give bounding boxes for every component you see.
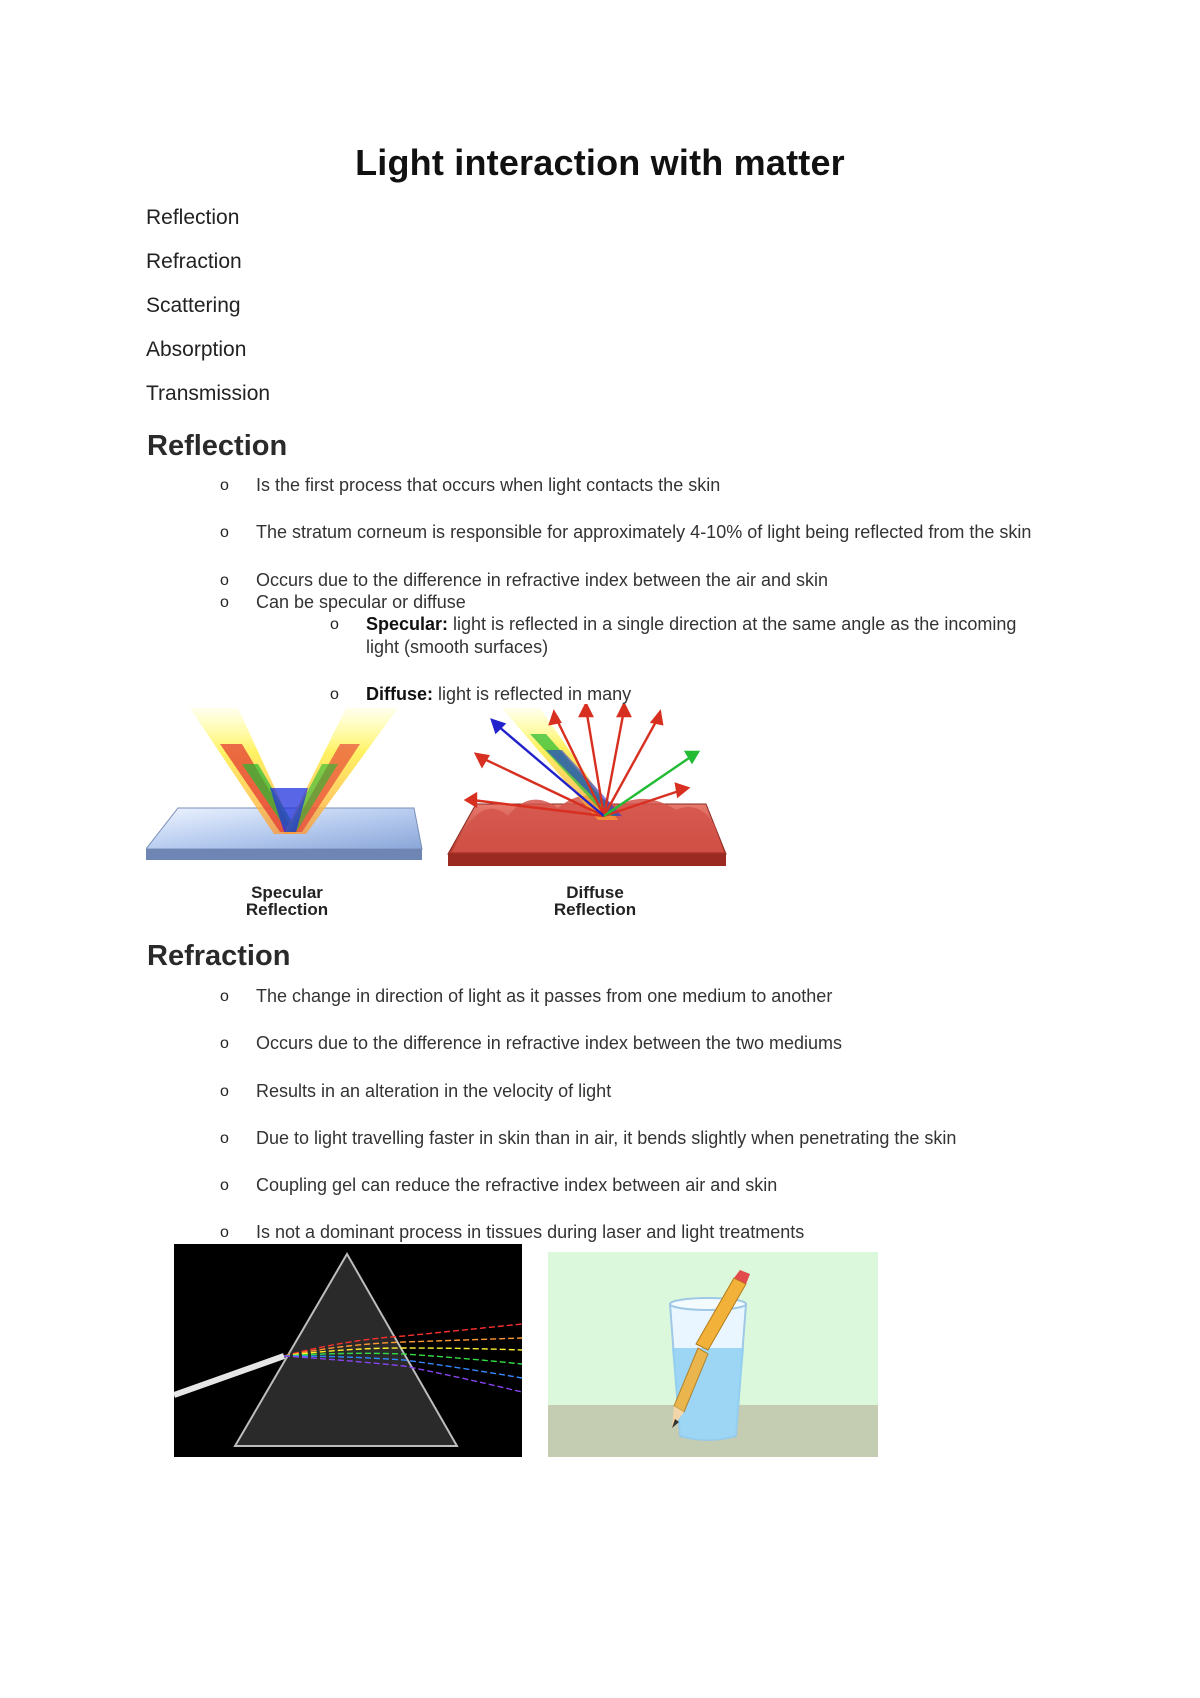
bullet-item [220, 1080, 612, 1103]
bullet-text: Is the first process that occurs when light contacts the skin [256, 475, 721, 495]
bullet-item [220, 569, 828, 592]
bullet-marker: o [220, 594, 229, 611]
bullet-item [220, 1221, 805, 1244]
topic-item: Refraction [146, 250, 242, 273]
bullet-marker: o [220, 988, 229, 1005]
sub-bullet-item [330, 683, 632, 706]
sub-bullet-term: Specular: [366, 614, 449, 634]
bullet-text: Can be specular or diffuse [256, 592, 466, 612]
specular-reflection-diagram [146, 708, 422, 860]
bullet-marker: o [330, 686, 339, 703]
reflection-illustration [146, 704, 730, 884]
prism-dispersion-image [174, 1244, 522, 1457]
bullet-text: Results in an alteration in the velocity of light [256, 1081, 612, 1101]
topic-list [146, 204, 270, 424]
bullet-marker: o [220, 1130, 229, 1147]
bullet-item [220, 1174, 778, 1197]
sub-bullet-text: light is reflected in a single direction at the same angle as the incoming light (smooth surfaces) [366, 614, 1017, 657]
bullet-marker: o [330, 616, 339, 633]
bullet-text: Coupling gel can reduce the refractive index between air and skin [256, 1175, 778, 1195]
pencil-in-water-image [548, 1252, 878, 1457]
bullet-text: The change in direction of light as it passes from one medium to another [256, 986, 833, 1006]
bullet-text: Due to light travelling faster in skin than in air, it bends slightly when penetrating the skin [256, 1128, 957, 1148]
bullet-text: Occurs due to the difference in refractive index between the air and skin [256, 570, 828, 590]
topic-item: Scattering [146, 294, 241, 317]
reflection-heading: Reflection [147, 430, 288, 462]
bullet-marker: o [220, 477, 229, 494]
specular-figure-label: Specular Reflection [245, 883, 329, 919]
topic-item: Reflection [146, 206, 240, 229]
bullet-item [220, 1127, 957, 1150]
topic-item: Transmission [146, 382, 271, 405]
bullet-item [220, 985, 833, 1008]
bullet-text: The stratum corneum is responsible for approximately 4-10% of light being reflected from the skin [256, 522, 1032, 542]
bullet-item [220, 521, 1032, 544]
document-title: Light interaction with matter [355, 142, 845, 183]
bullet-marker: o [220, 1083, 229, 1100]
sub-bullet-term: Diffuse: [366, 684, 433, 704]
bullet-text: Occurs due to the difference in refractive index between the two mediums [256, 1033, 842, 1053]
bullet-marker: o [220, 1224, 229, 1241]
refraction-heading: Refraction [147, 940, 291, 972]
bullet-item [220, 591, 466, 614]
topic-item: Absorption [146, 338, 247, 361]
bullet-item [220, 1032, 842, 1055]
sub-bullet-text: light is reflected in many [433, 684, 632, 704]
bullet-marker: o [220, 1035, 229, 1052]
bullet-marker: o [220, 572, 229, 589]
diffuse-reflection-diagram [448, 704, 726, 866]
diffuse-figure-label: Diffuse Reflection [553, 883, 637, 919]
bullet-marker: o [220, 1177, 229, 1194]
bullet-item [220, 474, 721, 497]
sub-bullet-item [330, 613, 1036, 659]
bullet-text: Is not a dominant process in tissues during laser and light treatments [256, 1222, 805, 1242]
bullet-marker: o [220, 524, 229, 541]
